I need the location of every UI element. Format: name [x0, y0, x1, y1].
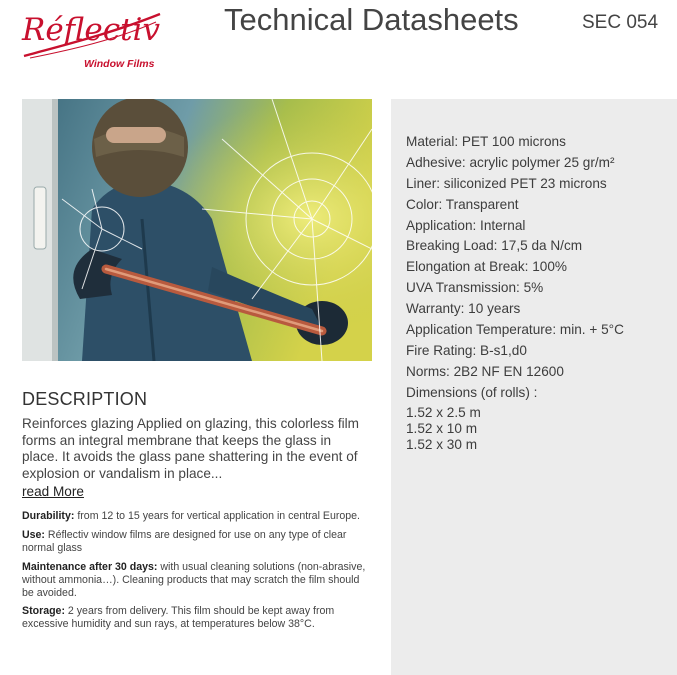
description-heading: DESCRIPTION [22, 389, 148, 409]
notes-list [22, 510, 367, 637]
dimension-item: 1.52 x 2.5 m [406, 405, 481, 420]
product-code: SEC 054 [582, 12, 659, 33]
spec-material: Material: PET 100 microns [406, 134, 566, 149]
dimension-item: 1.52 x 10 m [406, 421, 478, 437]
spec-panel [391, 99, 677, 675]
product-photo [22, 99, 372, 361]
note-label: Use: [22, 528, 45, 541]
spec-elongation: Elongation at Break: 100% [406, 259, 567, 275]
note-durability [22, 510, 367, 523]
brand-subtitle: Window Films [84, 58, 155, 70]
note-text: 2 years from delivery. This film should be kept away from excessive humidity and sun rays, at temperatures below 38°C. [22, 605, 335, 631]
note-label: Maintenance after 30 days: [22, 560, 158, 573]
dimension-item: 1.52 x 30 m [406, 437, 478, 453]
note-text: Réflectiv window films are designed for use on any type of clear normal glass [22, 528, 347, 554]
note-maintenance [22, 561, 367, 600]
note-storage [22, 605, 367, 631]
note-use [22, 529, 367, 555]
description-text: Reinforces glazing Applied on glazing, this colorless film forms an integral membrane that keeps the glass in place. It avoids the glass pane shattering in the event of explosion or vandalism in place... [22, 416, 359, 481]
spec-dimensions-label: Dimensions (of rolls) : [406, 384, 538, 400]
spec-breaking-load: Breaking Load: 17,5 da N/cm [406, 238, 583, 254]
spec-application-temperature: Application Temperature: min. + 5°C [406, 322, 624, 338]
page-title: Technical Datasheets [224, 2, 519, 37]
spec-adhesive: Adhesive: acrylic polymer 25 gr/m² [406, 154, 615, 170]
note-label: Storage: [22, 605, 65, 618]
spec-norms: Norms: 2B2 NF EN 12600 [406, 363, 564, 379]
read-more-link[interactable]: read More [22, 484, 84, 499]
logo-wordmark: Réflectiv [22, 12, 160, 48]
spec-uva: UVA Transmission: 5% [406, 280, 544, 296]
note-text: with usual cleaning solutions (non-abrasive, without ammonia…). Cleaning products that may scratch the film should be avoided. [22, 560, 366, 599]
dimensions-list [406, 405, 481, 454]
spec-list [406, 132, 624, 404]
spec-application: Application: Internal [406, 217, 526, 233]
burglar-breaking-glass-photo-icon [22, 99, 372, 361]
spec-liner: Liner: siliconized PET 23 microns [406, 175, 607, 191]
spec-warranty: Warranty: 10 years [406, 301, 521, 317]
spec-fire-rating: Fire Rating: B-s1,d0 [406, 342, 527, 358]
note-text: from 12 to 15 years for vertical application in central Europe. [74, 510, 360, 522]
note-label: Durability: [22, 510, 75, 522]
spec-color: Color: Transparent [406, 196, 519, 212]
